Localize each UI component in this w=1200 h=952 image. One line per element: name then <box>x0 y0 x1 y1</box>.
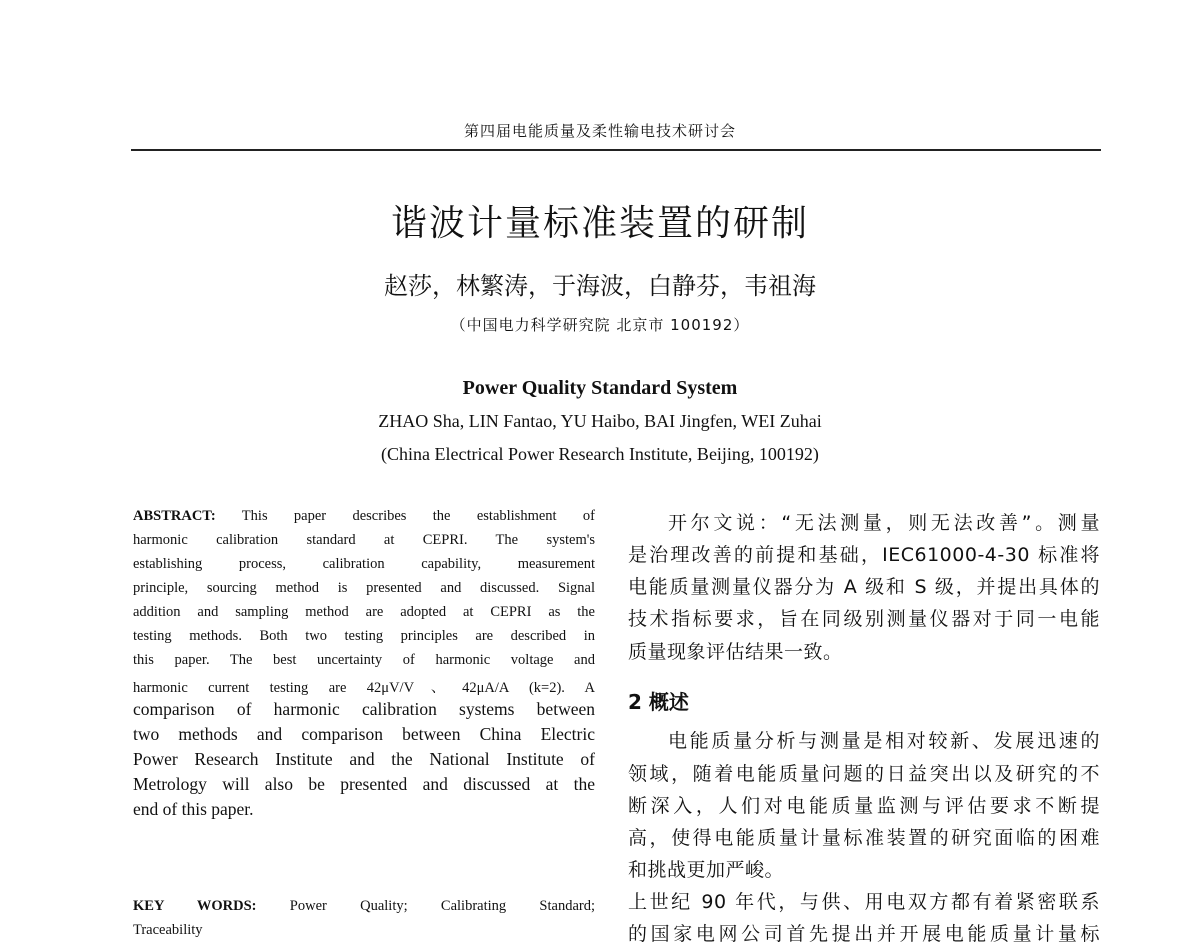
abstract-line: two methods and comparison between China Electric <box>133 724 595 744</box>
abstract-line: testing methods. Both two testing principles are described in <box>133 628 595 644</box>
abstract-line: Metrology will also be presented and discussed at the <box>133 774 595 794</box>
body-line: 开尔文说：“无法测量，则无法改善”。测量 <box>668 512 1100 534</box>
body-line: 电能质量分析与测量是相对较新、发展迅速的 <box>668 730 1100 752</box>
affiliation: （中国电力科学研究院 北京市 100192） <box>450 316 750 334</box>
author-list: 赵莎，林繁涛，于海波，白静芬，韦祖海 <box>384 272 816 300</box>
keywords-line: Traceability <box>133 922 203 938</box>
abstract-line: principle, sourcing method is presented and discussed. Signal <box>133 580 595 596</box>
body-line: 是治理改善的前提和基础，IEC61000-4-30 标准将 <box>628 544 1100 566</box>
keywords-line: KEY WORDS: Power Quality; Calibrating Standard; <box>133 898 595 914</box>
abstract-line: harmonic current testing are 42μV/V、42μA/A (k=2). A <box>133 680 595 696</box>
english-author-list: ZHAO Sha, LIN Fantao, YU Haibo, BAI Jingfen, WEI Zuhai <box>378 411 822 431</box>
header-rule <box>131 149 1101 151</box>
abstract-line: end of this paper. <box>133 799 254 819</box>
body-line: 的国家电网公司首先提出并开展电能质量计量标 <box>628 923 1100 945</box>
body-line: 领域，随着电能质量问题的日益突出以及研究的不 <box>628 763 1100 785</box>
abstract-line: addition and sampling method are adopted at CEPRI as the <box>133 604 595 620</box>
abstract-label: ABSTRACT: <box>133 508 216 524</box>
keywords-label: KEY WORDS: <box>133 898 257 914</box>
body-line: 质量现象评估结果一致。 <box>628 641 843 663</box>
section-heading: 2 概述 <box>628 690 689 714</box>
abstract-line: Power Research Institute and the National Institute of <box>133 749 595 769</box>
running-header: 第四届电能质量及柔性输电技术研讨会 <box>463 122 736 140</box>
abstract-line: ABSTRACT: This paper describes the establishment of <box>133 508 595 524</box>
body-line: 高，使得电能质量计量标准装置的研究面临的困难 <box>628 827 1100 849</box>
abstract-line: comparison of harmonic calibration systems between <box>133 699 595 719</box>
body-line: 上世纪 90 年代，与供、用电双方都有着紧密联系 <box>628 891 1100 913</box>
body-line: 断深入，人们对电能质量监测与评估要求不断提 <box>628 795 1100 817</box>
abstract-line: this paper. The best uncertainty of harmonic voltage and <box>133 652 595 668</box>
english-title: Power Quality Standard System <box>462 377 738 399</box>
abstract-line: establishing process, calibration capability, measurement <box>133 556 595 572</box>
body-line: 技术指标要求，旨在同级别测量仪器对于同一电能 <box>628 608 1100 630</box>
paper-title: 谐波计量标准装置的研制 <box>390 203 809 244</box>
english-affiliation: (China Electrical Power Research Institute, Beijing, 100192) <box>381 444 819 464</box>
body-line: 和挑战更加严峻。 <box>628 859 785 881</box>
body-line: 电能质量测量仪器分为 A 级和 S 级，并提出具体的 <box>628 576 1100 598</box>
abstract-line: harmonic calibration standard at CEPRI. The system's <box>133 532 595 548</box>
